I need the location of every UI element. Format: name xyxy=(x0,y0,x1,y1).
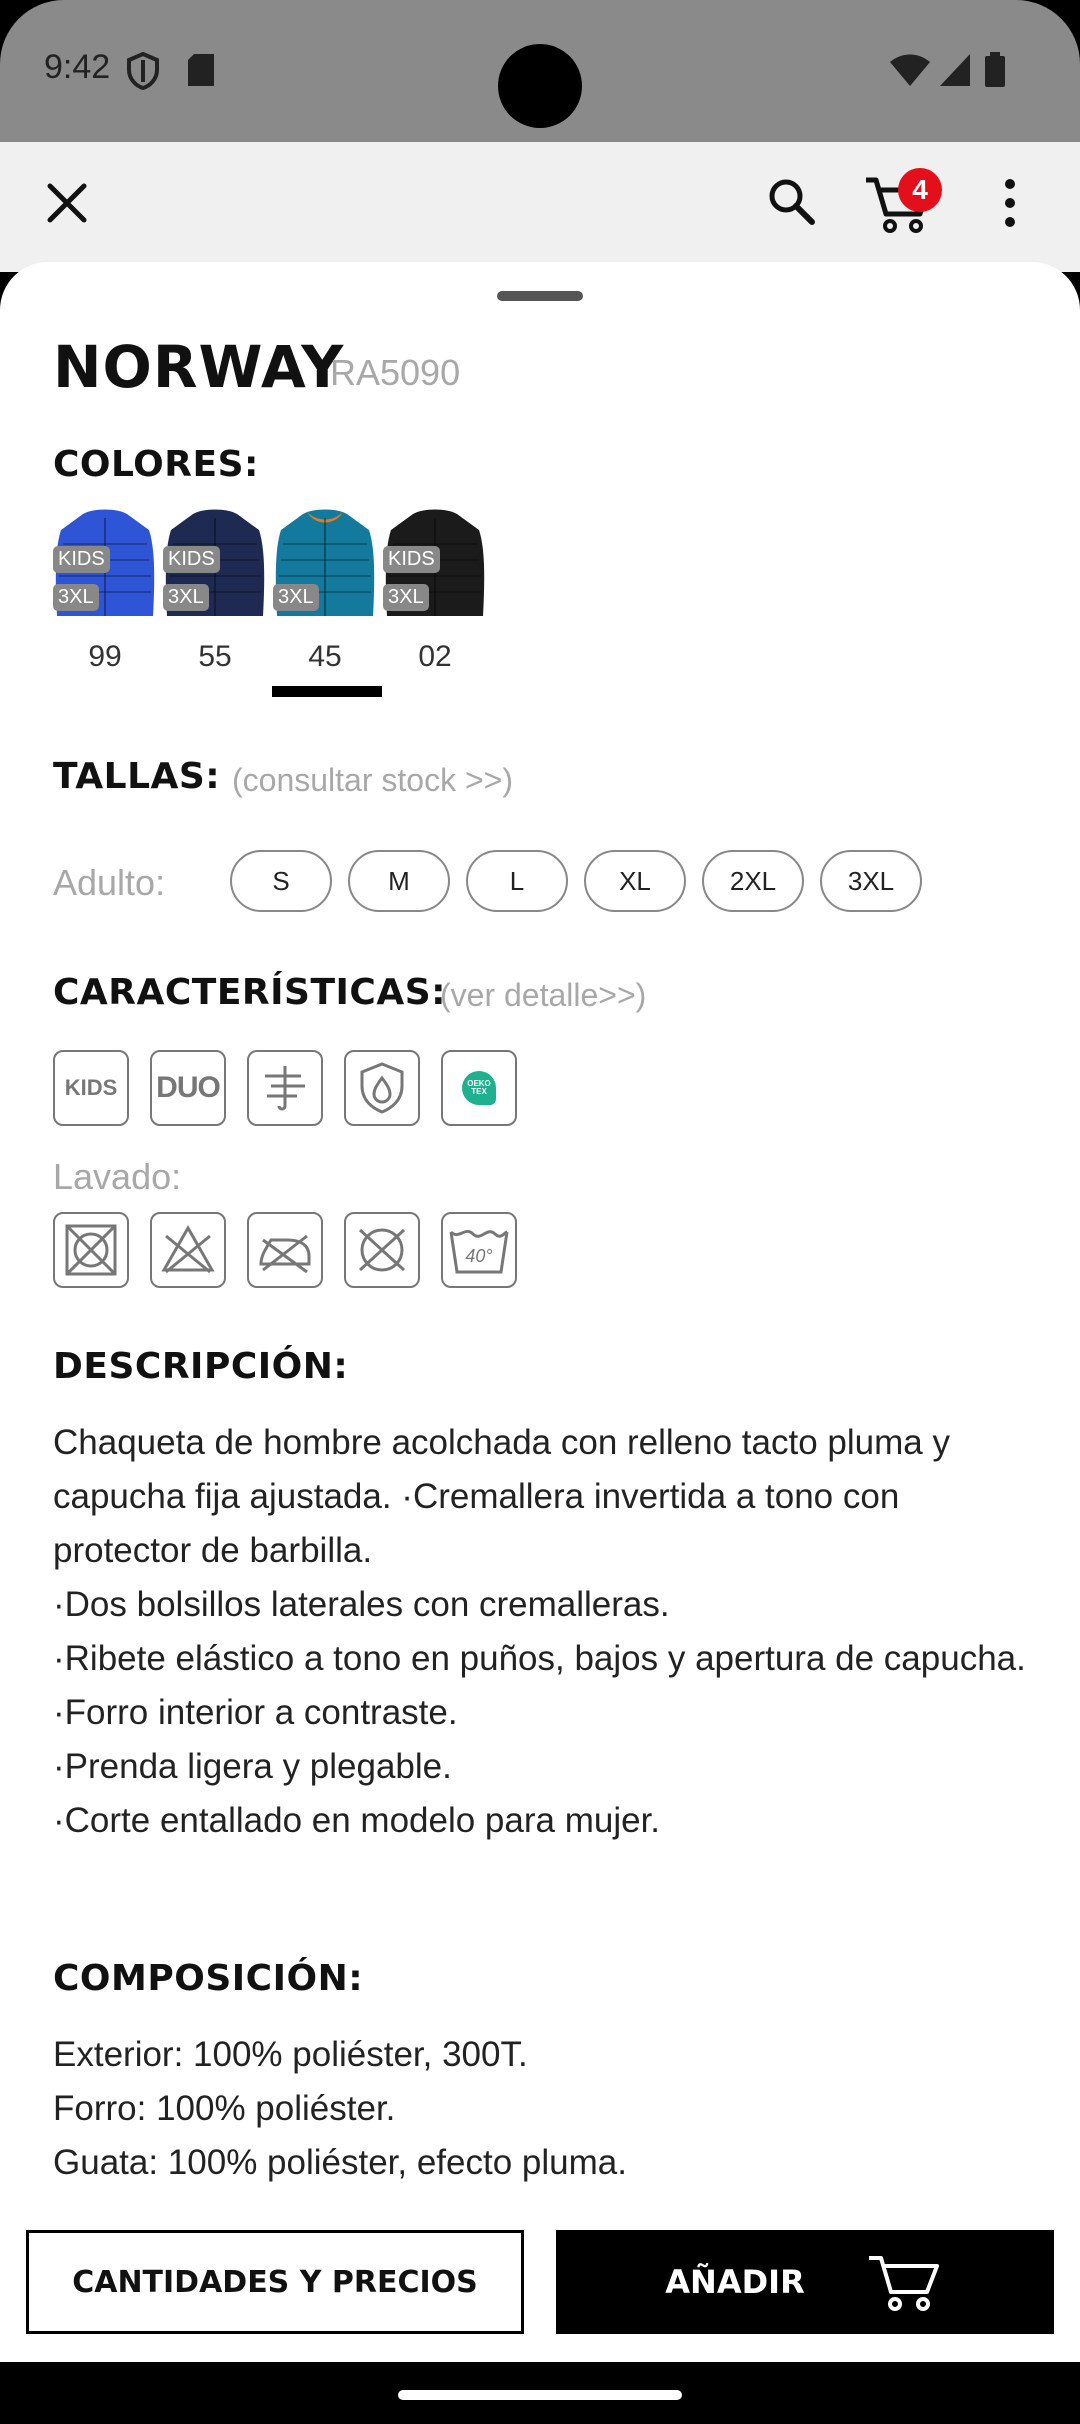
kids-badge: KIDS xyxy=(163,546,220,573)
water-repellent-icon xyxy=(344,1050,420,1126)
windproof-icon xyxy=(247,1050,323,1126)
kids-icon xyxy=(53,1050,129,1126)
quantities-prices-label: CANTIDADES Y PRECIOS xyxy=(72,2264,478,2300)
kids-icon-label: KIDS xyxy=(64,1075,118,1100)
add-to-cart-button[interactable] xyxy=(556,2230,1054,2334)
oeko-tex-icon xyxy=(441,1050,517,1126)
colors-heading: COLORES: xyxy=(53,444,259,485)
color-code: 45 xyxy=(308,640,342,673)
size-button-3xl[interactable]: 3XL xyxy=(820,850,922,912)
add-to-cart-label: AÑADIR xyxy=(665,2263,805,2301)
wash-40-icon xyxy=(441,1212,517,1288)
status-time: 9:42 xyxy=(44,48,111,86)
color-code: 55 xyxy=(198,640,232,673)
shield-icon xyxy=(126,52,160,90)
composition-line: Exterior: 100% poliéster, 300T. xyxy=(53,2035,528,2074)
composition-line: Guata: 100% poliéster, efecto pluma. xyxy=(53,2143,627,2182)
no-dry-clean-icon xyxy=(344,1212,420,1288)
search-icon[interactable] xyxy=(766,176,818,228)
quantities-prices-button[interactable] xyxy=(26,2230,524,2334)
composition-heading: COMPOSICIÓN: xyxy=(53,1958,364,1999)
composition-list xyxy=(53,2028,1043,2190)
wash-temp: 40° xyxy=(465,1245,493,1266)
cart-count-badge xyxy=(898,168,942,212)
size-badge: 3XL xyxy=(383,584,429,611)
app-bar xyxy=(0,142,1080,272)
more-options-icon[interactable] xyxy=(1000,178,1020,228)
kids-badge: KIDS xyxy=(53,546,110,573)
status-bar xyxy=(0,0,1080,142)
close-icon[interactable] xyxy=(46,182,88,224)
size-button-l[interactable]: L xyxy=(466,850,568,912)
kids-badge: KIDS xyxy=(383,546,440,573)
cart-count: 4 xyxy=(912,174,928,205)
size-button-2xl[interactable]: 2XL xyxy=(702,850,804,912)
sizes-heading: TALLAS: xyxy=(53,756,221,797)
size-button-xl[interactable]: XL xyxy=(584,850,686,912)
battery-icon xyxy=(984,52,1006,88)
size-badge: 3XL xyxy=(53,584,99,611)
signal-icon xyxy=(938,52,972,88)
description-heading: DESCRIPCIÓN: xyxy=(53,1346,349,1387)
features-heading: CARACTERÍSTICAS: xyxy=(53,972,447,1013)
size-badge: 3XL xyxy=(273,584,319,611)
description-text: Chaqueta de hombre acolchada con relleno tacto pluma y capucha fija ajustada. ·Cremallera invertida a tono con protector de barbilla. ·Dos bolsillos laterales con cremalleras. ·Ribete elástico a tono en puños, bajos y apertura de capucha. ·Forro interior a contraste. ·Prenda ligera y plegable. ·Corte entallado en modelo para mujer. xyxy=(53,1423,1026,1840)
stock-link[interactable]: (consultar stock >>) xyxy=(232,762,513,798)
no-bleach-icon xyxy=(150,1212,226,1288)
color-option-55[interactable] xyxy=(163,508,267,688)
detail-link[interactable]: (ver detalle>>) xyxy=(440,977,647,1013)
wifi-icon xyxy=(888,52,932,88)
color-option-45[interactable] xyxy=(273,508,377,688)
no-tumble-dry-icon xyxy=(53,1212,129,1288)
color-option-99[interactable] xyxy=(53,508,157,688)
color-option-02[interactable] xyxy=(383,508,487,688)
washing-label: Lavado: xyxy=(53,1156,182,1197)
size-button-s[interactable]: S xyxy=(230,850,332,912)
no-iron-icon xyxy=(247,1212,323,1288)
color-code: 02 xyxy=(418,640,452,673)
size-button-m[interactable]: M xyxy=(348,850,450,912)
gesture-nav-bar[interactable] xyxy=(398,2390,682,2400)
front-camera xyxy=(498,44,582,128)
cart-icon xyxy=(865,2250,945,2314)
color-code: 99 xyxy=(88,640,122,673)
duo-icon-label: DUO xyxy=(156,1071,220,1104)
product-code: RA5090 xyxy=(330,352,461,393)
product-name: NORWAY xyxy=(53,333,345,401)
duo-icon xyxy=(150,1050,226,1126)
composition-line: Forro: 100% poliéster. xyxy=(53,2089,396,2128)
oeko-tex-label: OEKO TEX xyxy=(467,1079,491,1096)
size-badge: 3XL xyxy=(163,584,209,611)
sheet-drag-handle[interactable] xyxy=(497,291,583,301)
selected-color-indicator xyxy=(272,686,382,697)
adult-label: Adulto: xyxy=(53,862,166,903)
sim-card-icon xyxy=(186,52,216,88)
